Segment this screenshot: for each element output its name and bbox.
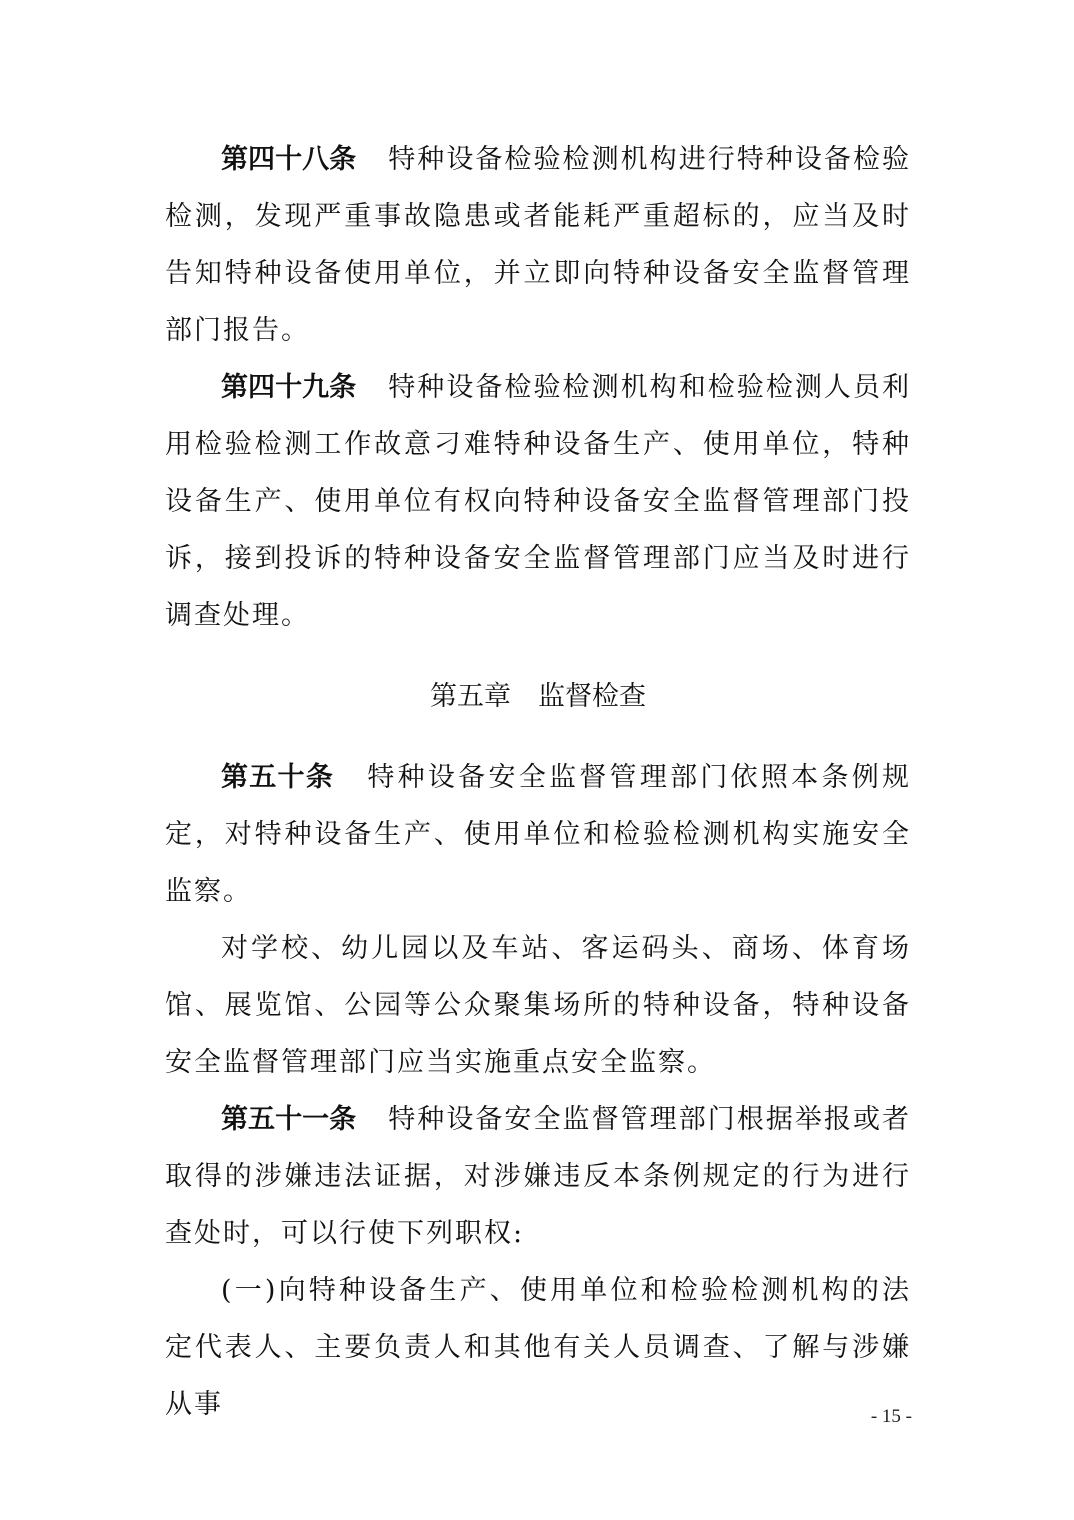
chapter-title: 监督检查	[538, 681, 646, 712]
article-49-text: 特种设备检验检测机构和检验检测人员利用检验检测工作故意刁难特种设备生产、使用单位，特种设备生产、使用单位有权向特种设备安全监督管理部门投诉，接到投诉的特种设备安全监督管理部门应当及时进行调查处理。	[165, 372, 912, 631]
article-48-text: 特种设备检验检测机构进行特种设备检验检测，发现严重事故隐患或者能耗严重超标的，应当及时告知特种设备使用单位，并立即向特种设备安全监督管理部门报告。	[165, 144, 912, 346]
article-51-text: 特种设备安全监督管理部门根据举报或者取得的涉嫌违法证据，对涉嫌违反本条例规定的行为进行查处时，可以行使下列职权:	[165, 1104, 912, 1249]
article-51-item-1: (一)向特种设备生产、使用单位和检验检测机构的法定代表人、主要负责人和其他有关人员调查、了解与涉嫌从事	[165, 1275, 911, 1420]
article-51	[165, 1091, 911, 1262]
chapter-heading	[165, 668, 911, 725]
page-number: - 15 -	[870, 1406, 912, 1427]
article-48-label: 第四十八条	[221, 144, 357, 175]
article-50-paragraph-2: 对学校、幼儿园以及车站、客运码头、商场、体育场馆、展览馆、公园等公众聚集场所的特种设备，特种设备安全监督管理部门应当实施重点安全监察。	[165, 933, 911, 1078]
document-body	[165, 131, 911, 1433]
article-51-label: 第五十一条	[221, 1104, 357, 1135]
article-50-text: 特种设备安全监督管理部门依照本条例规定，对特种设备生产、使用单位和检验检测机构实施安全监察。	[165, 762, 912, 907]
article-49-label: 第四十九条	[221, 372, 357, 403]
article-50	[165, 749, 911, 920]
article-50-label: 第五十条	[221, 762, 335, 793]
article-49	[165, 359, 911, 644]
article-48	[165, 131, 911, 359]
chapter-number: 第五章	[430, 681, 511, 712]
